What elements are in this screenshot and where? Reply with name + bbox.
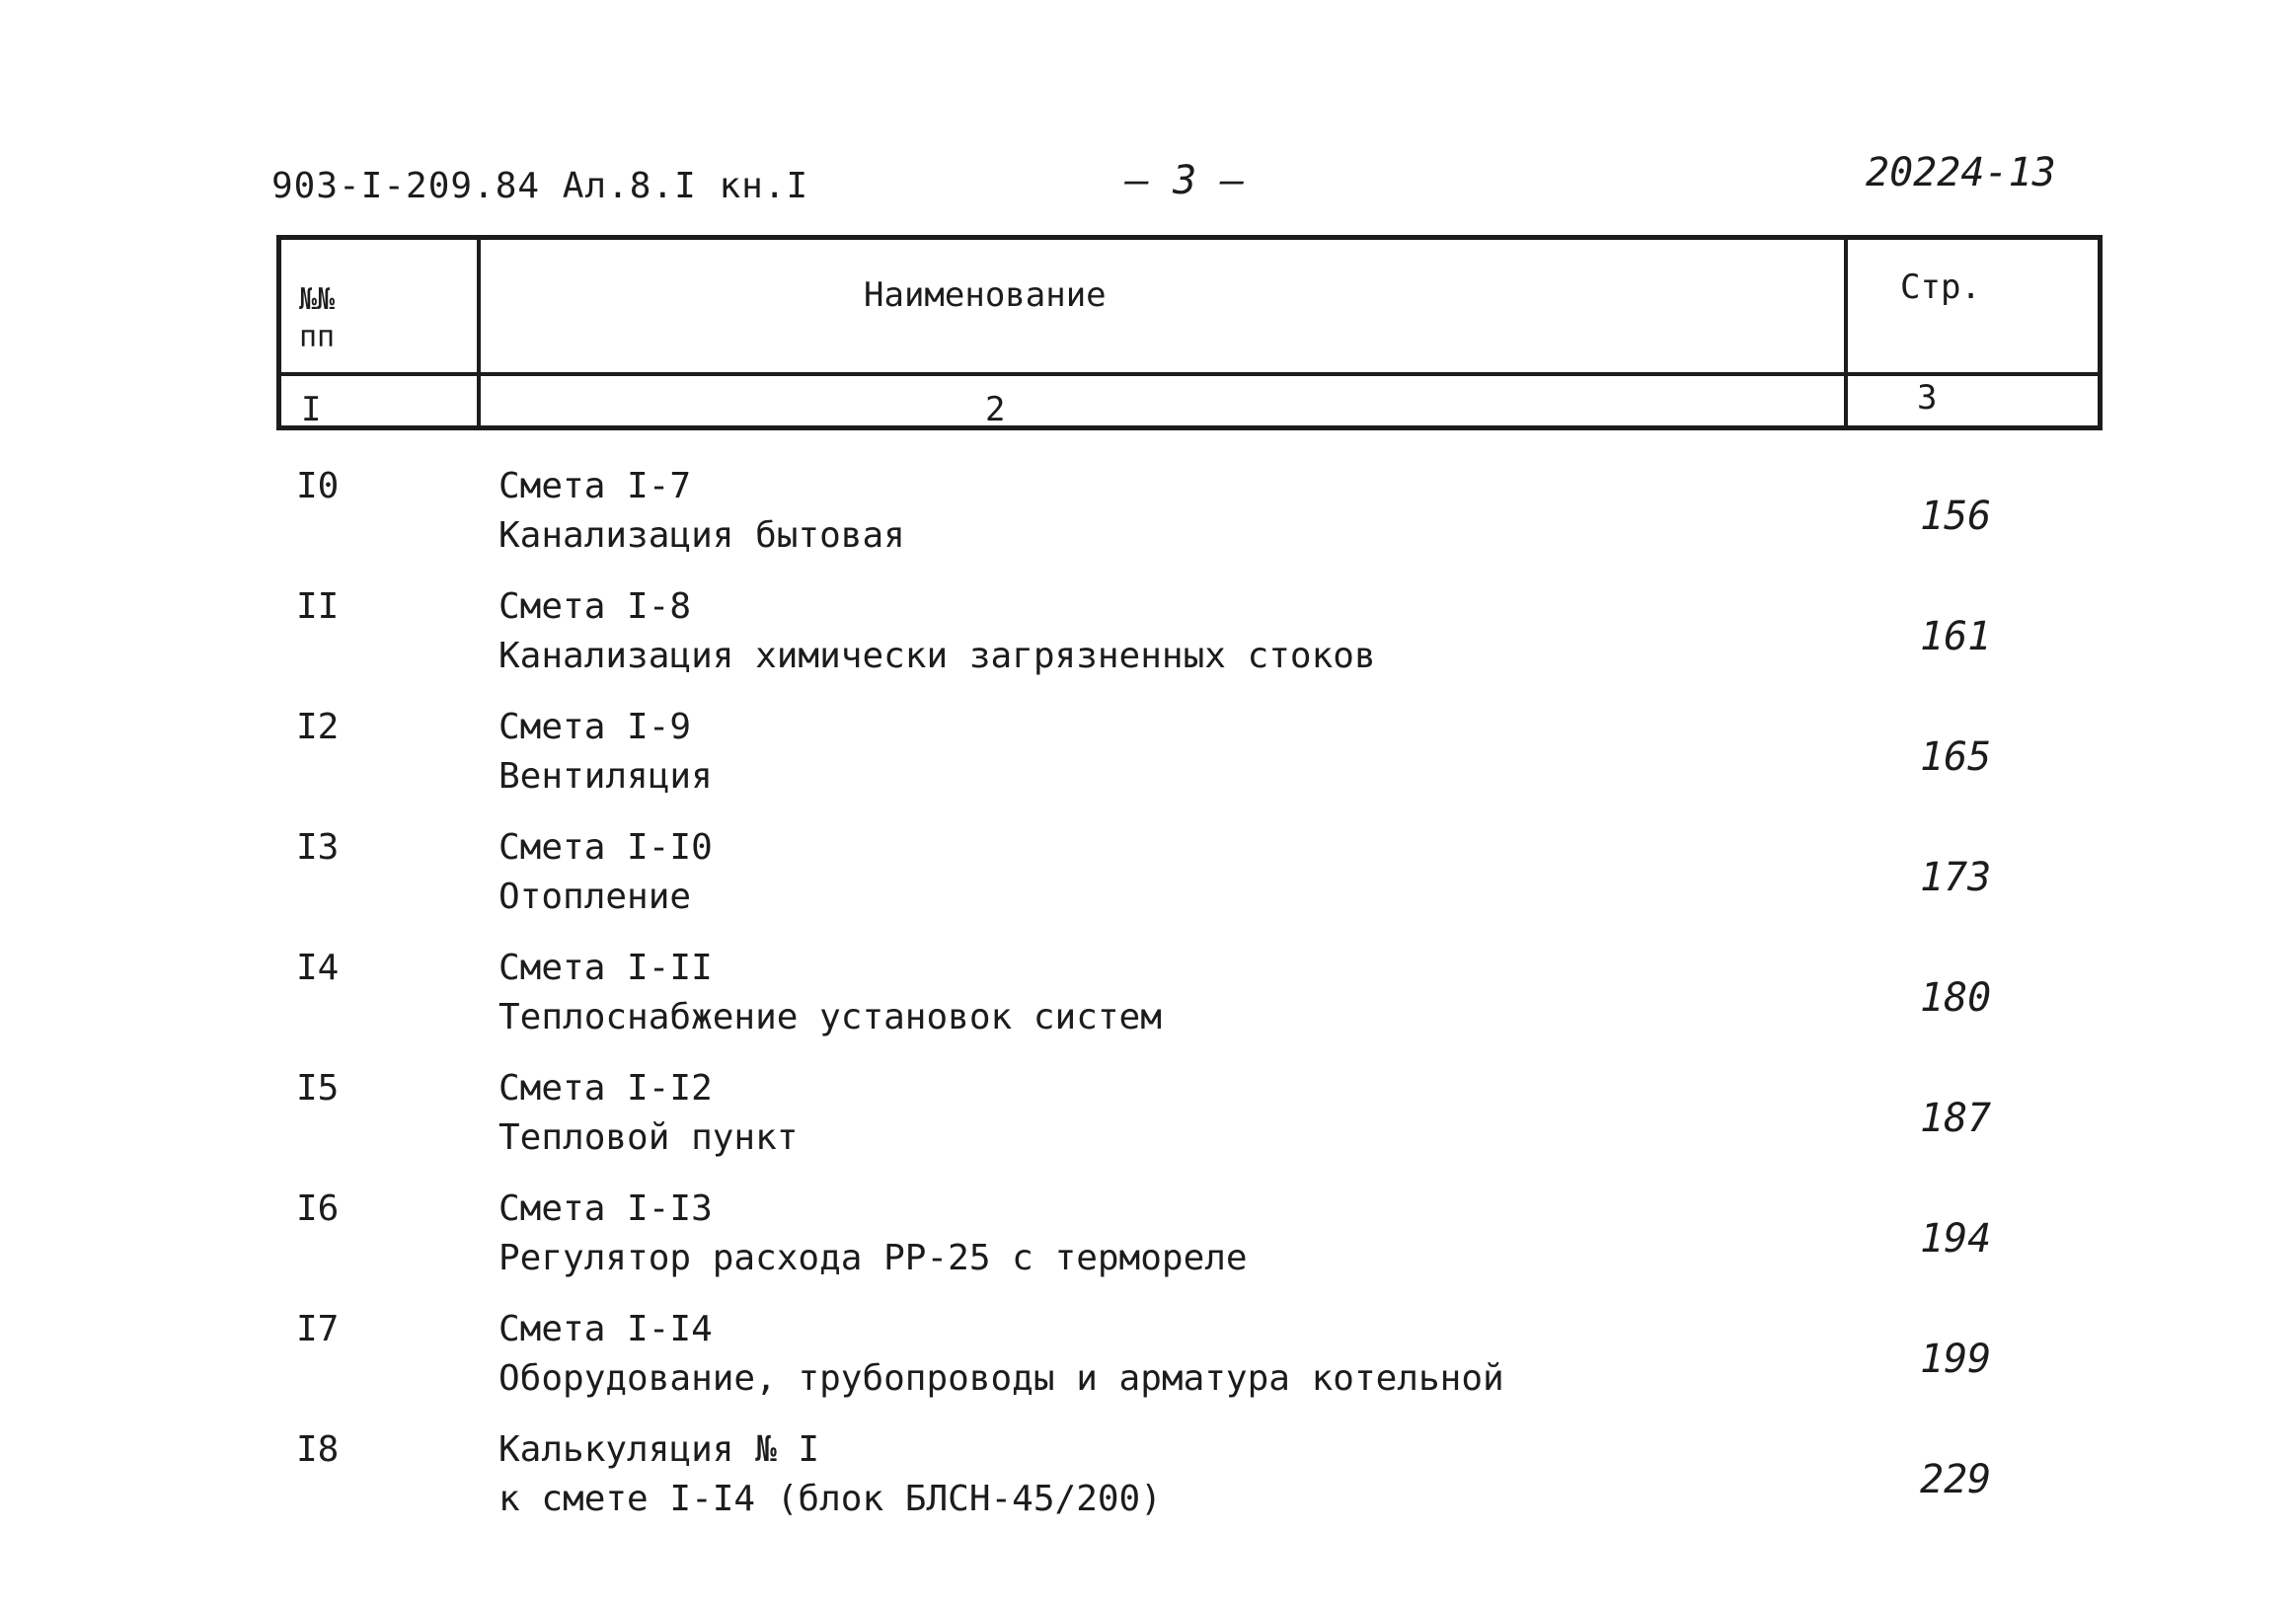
row-description: Регулятор расхода РР-25 с термореле bbox=[498, 1238, 1248, 1278]
table-header bbox=[276, 235, 2103, 430]
row-number: I8 bbox=[296, 1429, 340, 1470]
table-row bbox=[0, 1429, 2296, 1540]
row-description: Тепловой пункт bbox=[498, 1117, 799, 1158]
row-title: Смета I-7 bbox=[498, 466, 692, 506]
column-divider bbox=[477, 240, 481, 425]
row-title: Калькуляция № I bbox=[498, 1429, 820, 1470]
row-description: Оборудование, трубопроводы и арматура котельной bbox=[498, 1358, 1504, 1399]
row-title: Смета I-9 bbox=[498, 707, 692, 747]
row-number: I2 bbox=[296, 707, 340, 747]
row-page: 161 bbox=[1920, 614, 1992, 659]
row-page: 180 bbox=[1920, 975, 1992, 1021]
row-page: 194 bbox=[1920, 1216, 1992, 1262]
row-description: Вентиляция bbox=[498, 756, 713, 797]
column-divider bbox=[1844, 240, 1848, 425]
column-number-1: I bbox=[301, 390, 322, 429]
header-number-label: №№ пп bbox=[299, 282, 336, 354]
table-row bbox=[0, 466, 2296, 576]
table-row bbox=[0, 586, 2296, 697]
table-row bbox=[0, 707, 2296, 817]
row-description: Отопление bbox=[498, 877, 692, 917]
row-number: I4 bbox=[296, 948, 340, 988]
row-description: Канализация бытовая bbox=[498, 515, 905, 556]
column-number-2: 2 bbox=[985, 390, 1006, 429]
table-row bbox=[0, 1188, 2296, 1299]
row-number: I7 bbox=[296, 1309, 340, 1349]
row-title: Смета I-I4 bbox=[498, 1309, 713, 1349]
row-number: II bbox=[296, 586, 340, 627]
row-divider bbox=[281, 372, 2098, 376]
row-number: I6 bbox=[296, 1188, 340, 1229]
header-page-label: Стр. bbox=[1900, 268, 1981, 307]
row-page: 156 bbox=[1920, 494, 1992, 539]
sheet-id: 20224-13 bbox=[1866, 150, 2056, 195]
row-title: Смета I-I0 bbox=[498, 827, 713, 868]
table-row bbox=[0, 1068, 2296, 1179]
row-page: 199 bbox=[1920, 1337, 1992, 1382]
row-description: Канализация химически загрязненных стоков bbox=[498, 636, 1376, 676]
row-title: Смета I-I3 bbox=[498, 1188, 713, 1229]
header-name-label: Наименование bbox=[864, 275, 1107, 315]
row-page: 187 bbox=[1920, 1096, 1992, 1141]
table-row bbox=[0, 827, 2296, 938]
row-page: 165 bbox=[1920, 734, 1992, 780]
column-number-3: 3 bbox=[1917, 378, 1938, 418]
document-code: 903-I-209.84 Ал.8.I кн.I bbox=[271, 166, 809, 206]
row-number: I5 bbox=[296, 1068, 340, 1109]
table-row bbox=[0, 1309, 2296, 1419]
table-row bbox=[0, 948, 2296, 1058]
row-number: I0 bbox=[296, 466, 340, 506]
row-page: 229 bbox=[1920, 1457, 1992, 1502]
row-title: Смета I-8 bbox=[498, 586, 692, 627]
page-number: – 3 – bbox=[1125, 158, 1245, 203]
row-description: к смете I-I4 (блок БЛСН-45/200) bbox=[498, 1479, 1162, 1519]
row-page: 173 bbox=[1920, 855, 1992, 900]
row-number: I3 bbox=[296, 827, 340, 868]
row-description: Теплоснабжение установок систем bbox=[498, 997, 1162, 1037]
row-title: Смета I-II bbox=[498, 948, 713, 988]
row-title: Смета I-I2 bbox=[498, 1068, 713, 1109]
